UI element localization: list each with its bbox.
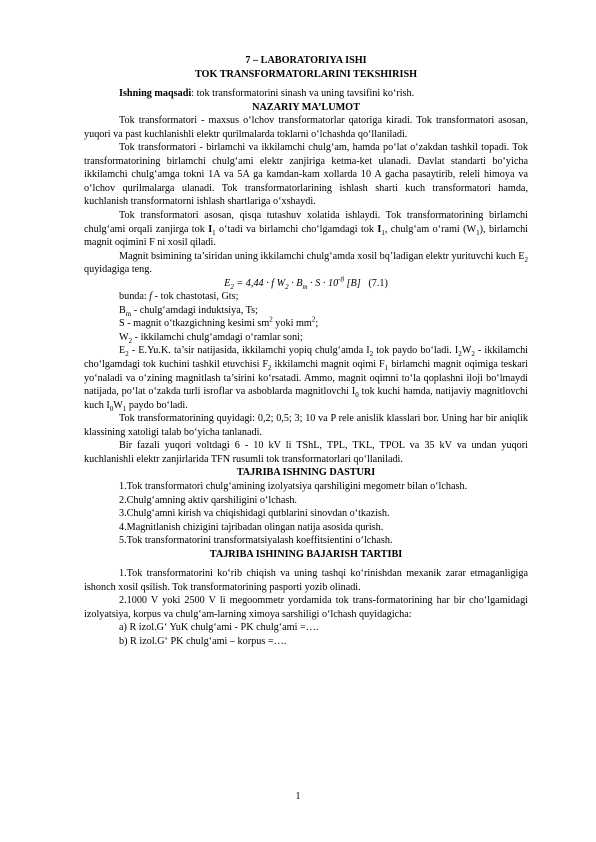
aim-text: : tok transformatorini sinash va uning tavsifini ko‘rish.	[191, 88, 415, 100]
formula-part: · B	[288, 277, 303, 289]
text-span: tok kuchi hamda, natijaviy magnitlovchi kuch I	[84, 386, 528, 411]
procedure-step-2: 2.1000 V yoki 2500 V li megoommetr yordamida tok trans-formatorining har bir cho‘lgamidagi izolyatsiya, korpus va chulg‘am-larning ximoya sarshiligi o‘lchash quyidagicha:	[84, 595, 528, 620]
text-span: W	[461, 345, 472, 357]
subscript: 1	[476, 228, 480, 237]
theory-paragraph-6: Tok transformatorining quyidagi: 0,2; 0,5; 3; 10 va P rele anislik klasslari bor. Uning har bir aniqlik klassining xatoligi talab bo‘yicha tanlanadi.	[84, 413, 528, 438]
text-span: bunda:	[119, 291, 150, 303]
text-span: ;	[315, 318, 319, 330]
text-span: E	[119, 345, 126, 357]
text-span: ), birlamchi magnit oqimini F ni xosil qiladi.	[84, 223, 528, 249]
program-item: 3.Chulg‘amni kirish va chiqishidagi qutblarini sinovdan o‘tkazish.	[119, 508, 390, 520]
text-span: yoki mm	[272, 318, 312, 330]
text-span: Magnit bsimining ta’siridan uning ikkilamchi chulg‘amda xosil bq’ladigan elektr yurituvchi kuch E	[119, 250, 525, 262]
program-item: 5.Tok transformatorini transformatsiyalash koeffitsientini o‘lchash.	[119, 535, 393, 547]
text-span: ikkilamchi magnit oqimi F	[271, 359, 385, 371]
subscript: 1	[381, 228, 385, 237]
text-span: paydo bo‘ladi.	[126, 399, 188, 411]
text-span: o‘tadi va birlamchi cho‘lgamdagi tok	[215, 223, 378, 235]
text-span: - ikkilamchi cho‘lgamdagi tok kuchini tashkil etuvchisi F	[84, 345, 528, 371]
where-line-turns	[84, 331, 528, 345]
text-span: W	[113, 399, 123, 411]
text-span: S - magnit o‘tkazgichning kesimi sm	[119, 318, 270, 330]
subscript: 2	[524, 255, 528, 264]
page-number: 1	[295, 791, 301, 802]
current-symbol: I	[208, 223, 213, 235]
aim-label: Ishning maqsadi	[119, 88, 192, 100]
subscript: 2	[128, 336, 133, 345]
where-line-induction	[84, 304, 528, 318]
text-span: - chulg‘amdagi induktsiya, Ts;	[131, 304, 258, 316]
subscript: 0	[355, 391, 359, 400]
superscript: 2	[269, 316, 273, 324]
text-span: quyidagiga teng.	[84, 264, 152, 276]
superscript: 2	[311, 316, 316, 324]
program-item: 2.Chulg‘amning aktiv qarshiligini o‘lchash.	[119, 494, 297, 506]
text-span: W	[119, 331, 129, 343]
subscript: m	[302, 282, 308, 291]
procedure-heading: TAJRIBA ISHINING BAJARISH TARTIBI	[209, 548, 403, 560]
frequency-symbol: f	[149, 291, 153, 303]
text-span: Tok transformatori asosan, qisqa tutashuv xolatida ishlaydi. Tok transformatorining birlamchi chulg‘ami orqali zanjirga tok	[84, 210, 528, 235]
theory-paragraph-2: Tok transformatori - birlamchi va ikkilamchi chulg‘am, hamda po‘lat o‘zakdan tashkil topadi. Tok transformatorining birlamchi chulg‘ami elektr zanjiriga ketma-ket ulanadi. Davlat standarti bo‘yicha ikkilamchi chulg‘amga tokni 1A va 5A ga kamdan-kam xollarda 10 A gacha pasaytirib, releli himoya va o‘lchov qurilmalarga ulanadi. Tok transformatorlarining ishlash sharti kuch transformatori hamda, kuchlanish transformatorni ishlash shartlariga o‘xshaydi.	[84, 142, 528, 208]
text-span: - ikkilamchi chulg‘amdagi o‘ramlar soni;	[132, 331, 303, 343]
text-span: - E.Yu.K. ta’sir natijasida, ikkilamchi yopiq chulg‘amda I	[128, 345, 370, 357]
program-item: 1.Tok transformatori chulg‘amining izolyatsiya qarshiligini megometr bilan o‘lchash.	[119, 480, 468, 492]
theory-paragraph-3	[84, 209, 528, 250]
subscript: 0	[109, 404, 114, 413]
formula-lhs: E	[224, 277, 231, 289]
theory-paragraph-7: Bir fazali yuqori voltdagi 6 - 10 kV li TShL, TPL, TKL, TPOL va 35 kV va undan yuqori kuchlanishli elektr zanjirlarida TFN rusumli tok transformatorlari qo‘llaniladi.	[84, 440, 528, 465]
subscript: 2	[285, 282, 289, 291]
subscript: 2	[471, 350, 475, 359]
subscript: 1	[122, 404, 127, 413]
procedure-substep-a: a) R izol.G‘ YuK chulg‘ami - PK chulg‘ami =….	[119, 622, 319, 634]
theory-heading: NAZARIY MA’LUMOT	[252, 101, 360, 113]
current-symbol: I	[377, 223, 382, 235]
subscript: 2	[125, 350, 129, 359]
formula-part: = 4,44 · f W	[233, 277, 286, 289]
procedure-step-1: 1.Tok transformatorini ko‘rib chiqish va uning tashqi ko‘rinishdan mexanik zarar etmaganligiga ishonch xosil qsilish. Tok transformatorining pasporti yozib olinadi.	[84, 568, 528, 593]
formula-unit: [B]	[344, 277, 361, 289]
lab-number-title: 7 – LABORATORIYA ISHI	[245, 55, 367, 66]
where-line-section	[84, 317, 528, 331]
text-span: tok paydo bo‘ladi. I	[373, 345, 459, 357]
lab-title: TOK TRANSFORMATORLARINI TEKSHIRISH	[194, 68, 418, 80]
text-span: , chulg‘am o‘rami (W	[384, 223, 477, 235]
subscript: 2	[369, 350, 374, 359]
procedure-substep-b: b) R izol.G‘ PK chulg‘ami – korpus =….	[119, 635, 287, 647]
emf-formula	[84, 277, 528, 291]
aim-paragraph	[84, 87, 528, 101]
program-item: 4.Magnitlanish chizigini tajribadan olingan natija asosida qurish.	[119, 521, 384, 533]
text-span: - tok chastotasi, Gts;	[152, 291, 239, 303]
theory-paragraph-4	[84, 250, 528, 277]
subscript: 1	[212, 228, 216, 237]
text-span: B	[119, 304, 126, 316]
theory-paragraph-5	[84, 344, 528, 412]
program-heading: TAJRIBA ISHNING DASTURI	[236, 467, 376, 479]
where-line-frequency	[84, 290, 528, 304]
text-span: birlamchi magnit oqimiga teskari yo‘naladi va o‘zining magnitlash ta’sirini ko‘rsatadi. Ammo, magnit oqimni to‘la qoplashni iloji bo‘lmaydi natijada, po‘lat o‘zakda turli isroflar va asboblarda magnitlovchi I	[84, 359, 528, 398]
document-page	[84, 54, 528, 649]
subscript: 2	[230, 282, 234, 291]
formula-number: (7.1)	[368, 277, 388, 289]
subscript: 1	[384, 364, 389, 373]
subscript: m	[125, 309, 132, 318]
theory-paragraph-1: Tok transformatori - maxsus o‘lchov transformatorlar qatoriga kiradi. Tok transformatori asosan, yuqori va past kuchlanishli elektr qurilmalarda toklarni o‘lchashda qo‘llaniladi.	[84, 115, 528, 140]
subscript: 2	[458, 350, 462, 359]
subscript: 2	[268, 364, 272, 373]
superscript: -8	[338, 275, 344, 284]
formula-part: · S · 10	[307, 277, 339, 289]
